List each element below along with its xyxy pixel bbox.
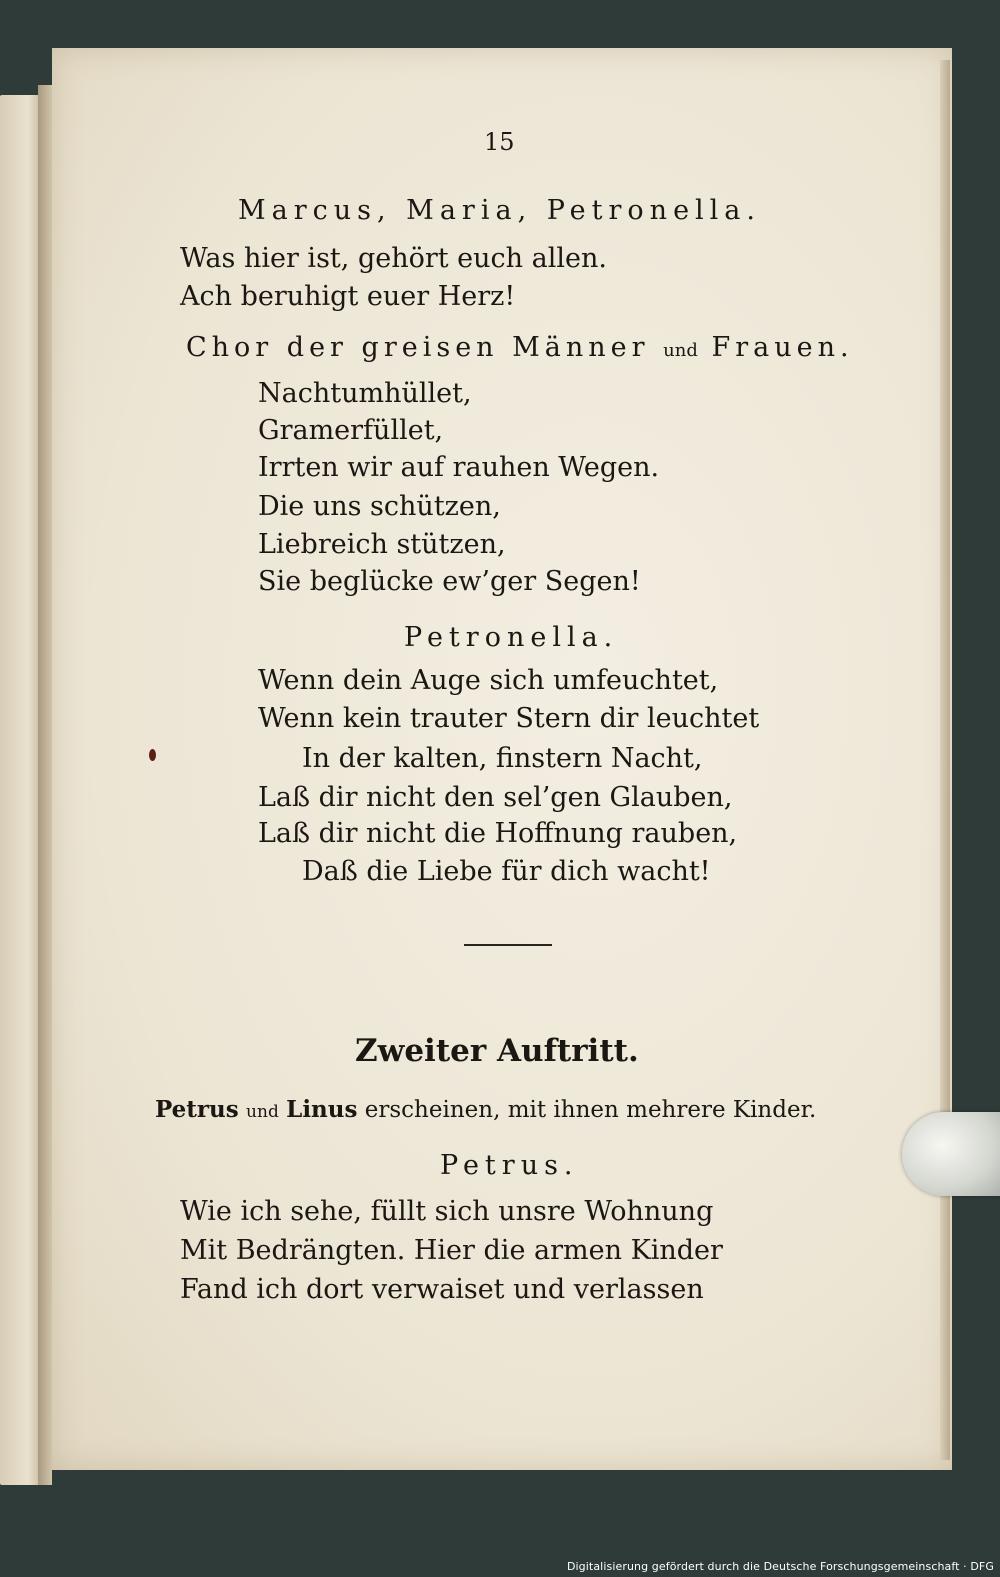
chorus-line: Nachtumhüllet, xyxy=(258,378,472,409)
digitization-credit: Digitalisierung gefördert durch die Deutsche Forschungsgemeinschaft · DFG xyxy=(566,1560,994,1573)
petrus-line: Mit Bedrängten. Hier die armen Kinder xyxy=(180,1235,723,1266)
ink-mark xyxy=(149,749,156,761)
speaker-heading-petrus: Petrus. xyxy=(440,1150,579,1181)
left-page-edge xyxy=(0,95,40,1485)
petrus-line: Fand ich dort verwaiset und verlassen xyxy=(180,1274,704,1305)
stage-name-linus: Linus xyxy=(286,1096,358,1123)
speaker-heading-petronella: Petronella. xyxy=(404,622,619,653)
stage-und: und xyxy=(246,1102,279,1122)
petronella-line: In der kalten, finstern Nacht, xyxy=(302,743,703,774)
stage-rest: erscheinen, mit ihnen mehrere Kinder. xyxy=(364,1097,817,1123)
verse-line: Ach beruhigt euer Herz! xyxy=(180,281,516,312)
scene-title: Zweiter Auftritt. xyxy=(355,1033,639,1069)
speaker-heading-chorus xyxy=(186,332,854,363)
section-divider xyxy=(464,944,552,946)
chorus-label-a: Chor der greisen Männer xyxy=(186,332,650,363)
chorus-line: Liebreich stützen, xyxy=(258,529,506,560)
chorus-line: Gramerfüllet, xyxy=(258,415,444,446)
petronella-line: Laß dir nicht die Hoffnung rauben, xyxy=(258,818,738,849)
petronella-line: Wenn dein Auge sich umfeuchtet, xyxy=(258,665,719,696)
scanner-thumb xyxy=(902,1112,1000,1196)
chorus-line: Sie beglücke ew’ger Segen! xyxy=(258,566,641,597)
stage-direction xyxy=(155,1096,816,1123)
page-edge xyxy=(940,60,950,1460)
page-number: 15 xyxy=(484,128,515,156)
petronella-line: Daß die Liebe für dich wacht! xyxy=(302,856,711,887)
stage-name-petrus: Petrus xyxy=(155,1096,239,1123)
chorus-label-b: Frauen. xyxy=(711,332,854,363)
speaker-heading-marcus-maria-petronella: Marcus, Maria, Petronella. xyxy=(238,195,761,226)
petronella-line: Wenn kein trauter Stern dir leuchtet xyxy=(258,703,760,734)
chorus-label-und: und xyxy=(663,340,698,361)
chorus-line: Die uns schützen, xyxy=(258,491,501,522)
book-spine xyxy=(38,85,52,1485)
verse-line: Was hier ist, gehört euch allen. xyxy=(180,243,607,274)
petrus-line: Wie ich sehe, füllt sich unsre Wohnung xyxy=(180,1196,714,1227)
chorus-line: Irrten wir auf rauhen Wegen. xyxy=(258,452,660,483)
petronella-line: Laß dir nicht den sel’gen Glauben, xyxy=(258,782,733,813)
